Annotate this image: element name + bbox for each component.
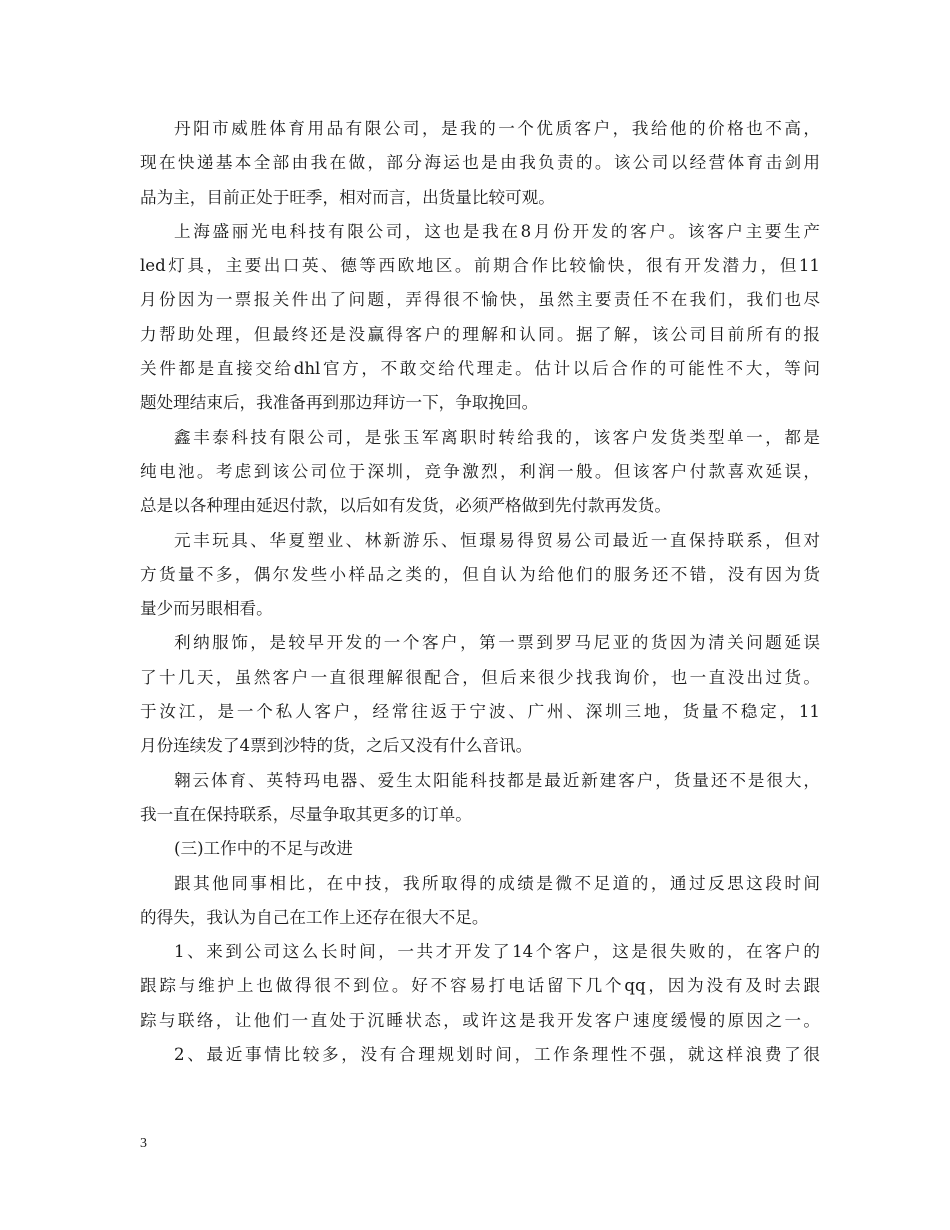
paragraph-line: 踪与联络，让他们一直处于沉睡状态，或许这是我开发客户速度缓慢的原因之一。 — [140, 1010, 820, 1030]
paragraph-line: 2、最近事情比较多，没有合理规划时间，工作条理性不强，就这样浪费了很 — [174, 1045, 820, 1065]
paragraph-line: 月份因为一票报关件出了问题，弄得很不愉快，虽然主要责任不在我们，我们也尽 — [140, 290, 820, 310]
paragraph-line: 关件都是直接交给dhl官方，不敢交给代理走。估计以后合作的可能性不大，等问 — [140, 359, 820, 379]
paragraph-line: 现在快递基本全部由我在做，部分海运也是由我负责的。该公司以经营体育击剑用 — [140, 153, 820, 173]
paragraph-line: 跟其他同事相比，在中技，我所取得的成绩是微不足道的，通过反思这段时间 — [174, 873, 820, 893]
paragraph-line: 1、来到公司这么长时间，一共才开发了14个客户，这是很失败的，在客户的 — [174, 942, 820, 962]
section-heading: (三)工作中的不足与改进 — [174, 839, 353, 859]
paragraph-line: 于汝江，是一个私人客户，经常往返于宁波、广州、深圳三地，货量不稳定，11 — [140, 702, 820, 722]
paragraph-line: 月份连续发了4票到沙特的货，之后又没有什么音讯。 — [140, 736, 533, 756]
paragraph-line: 元丰玩具、华夏塑业、林新游乐、恒璟易得贸易公司最近一直保持联系，但对 — [174, 530, 820, 550]
paragraph-line: 的得失，我认为自己在工作上还存在很大不足。 — [140, 907, 489, 927]
document-body — [140, 112, 820, 1072]
paragraph-line: 鑫丰泰科技有限公司，是张玉军离职时转给我的，该客户发货类型单一，都是 — [174, 427, 820, 447]
paragraph-line: 品为主，目前正处于旺季，相对而言，出货量比较可观。 — [140, 187, 555, 207]
paragraph-line: 题处理结束后，我准备再到那边拜访一下，争取挽回。 — [140, 393, 539, 413]
paragraph-line: 丹阳市威胜体育用品有限公司，是我的一个优质客户，我给他的价格也不高， — [174, 119, 820, 138]
paragraph-line: 纯电池。考虑到该公司位于深圳，竞争激烈，利润一般。但该客户付款喜欢延误， — [140, 461, 820, 481]
paragraph-line: 力帮助处理，但最终还是没赢得客户的理解和认同。据了解，该公司目前所有的报 — [140, 324, 820, 344]
paragraph-line: 上海盛丽光电科技有限公司，这也是我在8月份开发的客户。该客户主要生产 — [174, 221, 820, 241]
paragraph-line: 方货量不多，偶尔发些小样品之类的，但自认为给他们的服务还不错，没有因为货 — [140, 564, 820, 584]
paragraph-line: 了十几天，虽然客户一直很理解很配合，但后来很少找我询价，也一直没出过货。 — [140, 667, 820, 687]
paragraph-line: 翱云体育、英特玛电器、爱生太阳能科技都是最近新建客户，货量还不是很大， — [174, 770, 820, 790]
page-number: 3 — [140, 1136, 147, 1151]
paragraph-line: 我一直在保持联系，尽量争取其更多的订单。 — [140, 804, 472, 824]
paragraph-line: 量少而另眼相看。 — [140, 599, 273, 619]
paragraph-line: 跟踪与维护上也做得很不到位。好不容易打电话留下几个qq，因为没有及时去跟 — [140, 976, 820, 996]
paragraph-line: led灯具，主要出口英、德等西欧地区。前期合作比较愉快，很有开发潜力，但11 — [140, 256, 820, 276]
paragraph-line: 利纳服饰，是较早开发的一个客户，第一票到罗马尼亚的货因为清关问题延误 — [174, 633, 820, 653]
paragraph-line: 总是以各种理由延迟付款，以后如有发货，必须严格做到先付款再发货。 — [140, 496, 671, 516]
